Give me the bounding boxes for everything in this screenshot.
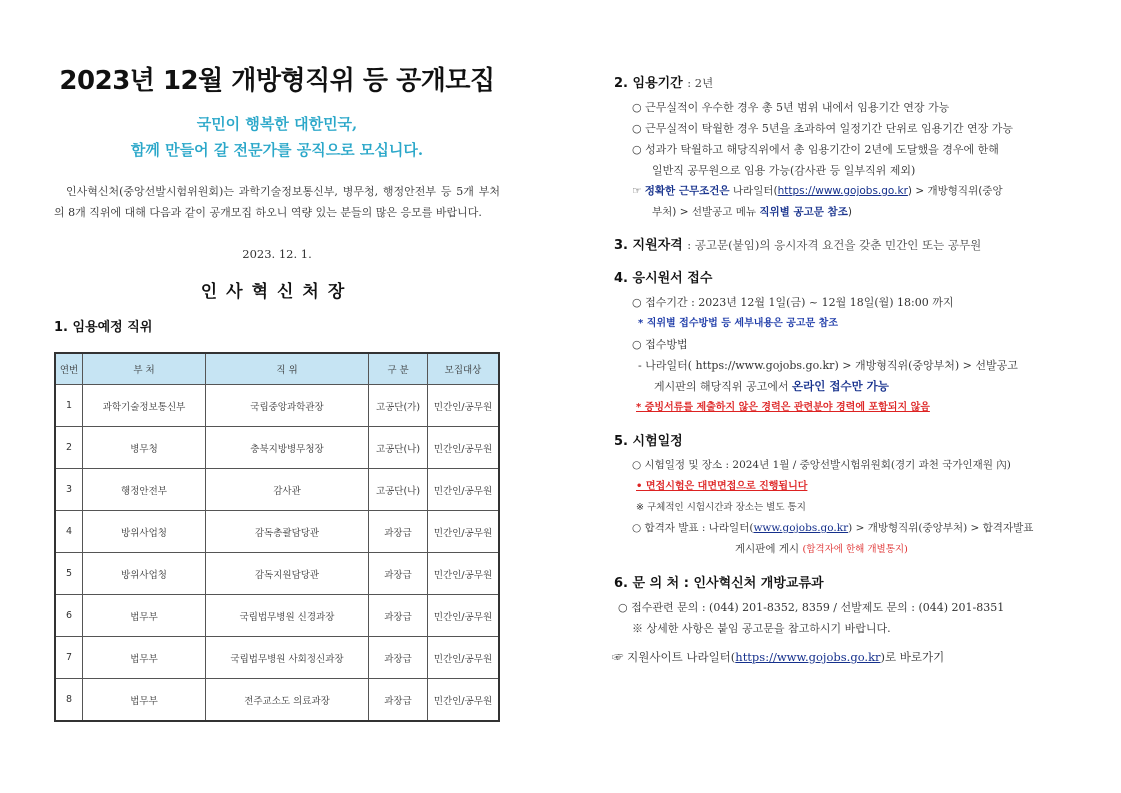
section5 [614, 430, 1084, 560]
term-note [614, 181, 1084, 202]
footer-prefix: ☞ 지원사이트 나라일터( [612, 650, 736, 664]
pointing-hand-icon: ☞ [632, 185, 642, 197]
term-bullet-1: ○ 근무실적이 우수한 경우 총 5년 범위 내에서 임용기간 연장 가능 [632, 101, 950, 114]
header-ministry: 부 처 [83, 353, 206, 385]
table-header-row [55, 353, 499, 385]
pass-announcement-post: ) > 개방형직위(중앙부처) > 합격자발표 [848, 522, 1034, 534]
term-note-line2-bold: 직위별 공고문 참조 [759, 206, 848, 218]
cell-position: 충북지방병무청장 [206, 427, 369, 469]
term-note-text1: 나라일터( [729, 185, 778, 197]
table-row [55, 385, 499, 427]
detail-reference: ※ 상세한 사항은 붙임 공고문을 참고하시기 바랍니다. [632, 622, 891, 635]
left-column [54, 60, 500, 722]
footer-suffix: )로 바로가기 [880, 650, 945, 664]
cell-ministry: 법무부 [83, 637, 206, 679]
section2-value: : 2년 [687, 76, 714, 90]
apply-method-line2 [614, 376, 1084, 397]
contact-info: ○ 접수관련 문의 : (044) 201-8352, 8359 / 선발제도 문의 : (044) 201-8351 [618, 601, 1005, 614]
cell-no: 5 [55, 553, 83, 595]
cell-target: 민간인/공무원 [428, 469, 500, 511]
pass-announcement-pre: ○ 합격자 발표 : 나라일터( [632, 522, 754, 534]
cell-no: 2 [55, 427, 83, 469]
cell-grade: 고공단(나) [369, 427, 428, 469]
interview-notice: • 면접시험은 대면면접으로 진행됩니다 [636, 481, 808, 492]
cell-grade: 과장급 [369, 637, 428, 679]
apply-method-line2-text: 게시판의 해당직위 공고에서 [654, 380, 793, 393]
section4 [614, 267, 1084, 418]
section3-title: 3. 지원자격 [614, 238, 683, 253]
apply-method: ○ 접수방법 [632, 338, 688, 351]
section6-title: 6. 문 의 처 : 인사혁신처 개방교류과 [614, 576, 824, 591]
apply-period-note: * 직위별 접수방법 등 세부내용은 공고문 참조 [638, 318, 838, 329]
cell-position: 국립중앙과학관장 [206, 385, 369, 427]
cell-target: 민간인/공무원 [428, 427, 500, 469]
section6 [614, 572, 1084, 639]
header-target: 모집대상 [428, 353, 500, 385]
cell-grade: 과장급 [369, 553, 428, 595]
cell-no: 3 [55, 469, 83, 511]
subtitle [54, 111, 500, 163]
cell-target: 민간인/공무원 [428, 553, 500, 595]
cell-grade: 과장급 [369, 595, 428, 637]
term-bullet-3-cont: 일반직 공무원으로 임용 가능(감사관 등 일부직위 제외) [652, 164, 916, 177]
intro-paragraph: 인사혁신처(중앙선발시험위원회)는 과학기술정보통신부, 병무청, 행정안전부 등 5개 부처의 8개 직위에 대해 다음과 같이 공개모집 하오니 역량 있는 분들의 많은 응모를 바랍니다. [54, 185, 500, 219]
cell-ministry: 방위사업청 [83, 553, 206, 595]
term-note-text2: ) > 개방형직위(중앙 [907, 185, 1003, 197]
apply-method-line1: - 나라일터( https://www.gojobs.go.kr) > 개방형직위(중앙부처) > 선발공고 [638, 359, 1018, 372]
cell-ministry: 과학기술정보통신부 [83, 385, 206, 427]
gojobs-link[interactable]: https://www.gojobs.go.kr [777, 185, 908, 197]
positions-table [54, 352, 500, 722]
cell-target: 민간인/공무원 [428, 595, 500, 637]
signer: 인사혁신처장 [200, 282, 354, 302]
cell-no: 7 [55, 637, 83, 679]
table-row [55, 511, 499, 553]
cell-ministry: 법무부 [83, 679, 206, 722]
cell-no: 1 [55, 385, 83, 427]
subtitle-line2: 함께 만들어 갈 전문가를 공직으로 모십니다. [130, 141, 424, 159]
notice-date: 2023. 12. 1. [242, 247, 312, 261]
table-row [55, 679, 499, 722]
cell-no: 8 [55, 679, 83, 722]
cell-position: 전주교소도 의료과장 [206, 679, 369, 722]
section3 [614, 234, 1084, 253]
table-row [55, 553, 499, 595]
cell-target: 민간인/공무원 [428, 637, 500, 679]
cell-ministry: 방위사업청 [83, 511, 206, 553]
cell-target: 민간인/공무원 [428, 679, 500, 722]
apply-period: ○ 접수기간 : 2023년 12월 1일(금) ~ 12월 18일(월) 18:00 까지 [632, 296, 954, 309]
page-title: 2023년 12월 개방형직위 등 공개모집 [59, 66, 495, 96]
header-no: 연번 [55, 353, 83, 385]
pass-individual-note: (합격자에 한해 개별통지) [802, 544, 908, 555]
pass-announcement-line2 [614, 539, 1084, 560]
term-note-line2 [614, 202, 1084, 223]
cell-grade: 고공단(나) [369, 469, 428, 511]
exam-schedule: ○ 시험일정 및 장소 : 2024년 1월 / 중앙선발시험위원회(경기 과천 국가인재원 內) [632, 459, 1011, 471]
cell-target: 민간인/공무원 [428, 385, 500, 427]
footer-site-link-row [612, 647, 1084, 668]
cell-position: 국립법무병원 사회정신과장 [206, 637, 369, 679]
table-row [55, 637, 499, 679]
cell-target: 민간인/공무원 [428, 511, 500, 553]
gojobs-short-link[interactable]: www.gojobs.go.kr [753, 522, 849, 534]
cell-no: 6 [55, 595, 83, 637]
pass-announcement-line2-text: 게시판에 게시 [735, 543, 803, 555]
term-note-bold: 정확한 근무조건은 [644, 185, 730, 197]
subtitle-line1: 국민이 행복한 대한민국, [196, 115, 358, 133]
cell-position: 감독지원담당관 [206, 553, 369, 595]
table-row [55, 469, 499, 511]
section3-title-row [614, 234, 1084, 253]
section4-title: 4. 응시원서 접수 [614, 271, 713, 286]
cell-grade: 과장급 [369, 511, 428, 553]
section1-title: 1. 임용예정 직위 [54, 320, 153, 335]
cell-grade: 과장급 [369, 679, 428, 722]
term-note-line2-text: 부처) > 선발공고 메뉴 [652, 206, 760, 218]
section2-title: 2. 임용기간 [614, 76, 683, 91]
table-row [55, 595, 499, 637]
exam-detail-note: ※ 구체적인 시험시간과 장소는 별도 통지 [636, 502, 806, 513]
cell-position: 국립법무병원 신경과장 [206, 595, 369, 637]
section3-value: : 공고문(붙임)의 응시자격 요건을 갖춘 민간인 또는 공무원 [687, 238, 982, 252]
cell-position: 감독총괄담당관 [206, 511, 369, 553]
pass-announcement [614, 518, 1084, 539]
term-note-line2-end: ) [847, 206, 852, 218]
cell-ministry: 법무부 [83, 595, 206, 637]
evidence-warning: * 증빙서류를 제출하지 않은 경력은 관련분야 경력에 포함되지 않음 [636, 402, 930, 413]
footer-gojobs-link[interactable]: https://www.gojobs.go.kr [735, 650, 881, 664]
cell-position: 감사관 [206, 469, 369, 511]
online-only-label: 온라인 접수만 가능 [792, 379, 889, 393]
header-grade: 구 분 [369, 353, 428, 385]
term-bullet-3: ○ 성과가 탁월하고 해당직위에서 총 임용기간이 2년에 도달했을 경우에 한해 [632, 143, 999, 156]
header-position: 직 위 [206, 353, 369, 385]
section2-title-row [614, 72, 1084, 91]
section2 [614, 72, 1084, 223]
right-column [614, 72, 1084, 668]
cell-grade: 고공단(가) [369, 385, 428, 427]
cell-ministry: 병무청 [83, 427, 206, 469]
term-bullet-2: ○ 근무실적이 탁월한 경우 5년을 초과하여 일정기간 단위로 임용기간 연장 가능 [632, 122, 1013, 135]
section5-title: 5. 시험일정 [614, 434, 683, 449]
table-row [55, 427, 499, 469]
cell-no: 4 [55, 511, 83, 553]
cell-ministry: 행정안전부 [83, 469, 206, 511]
